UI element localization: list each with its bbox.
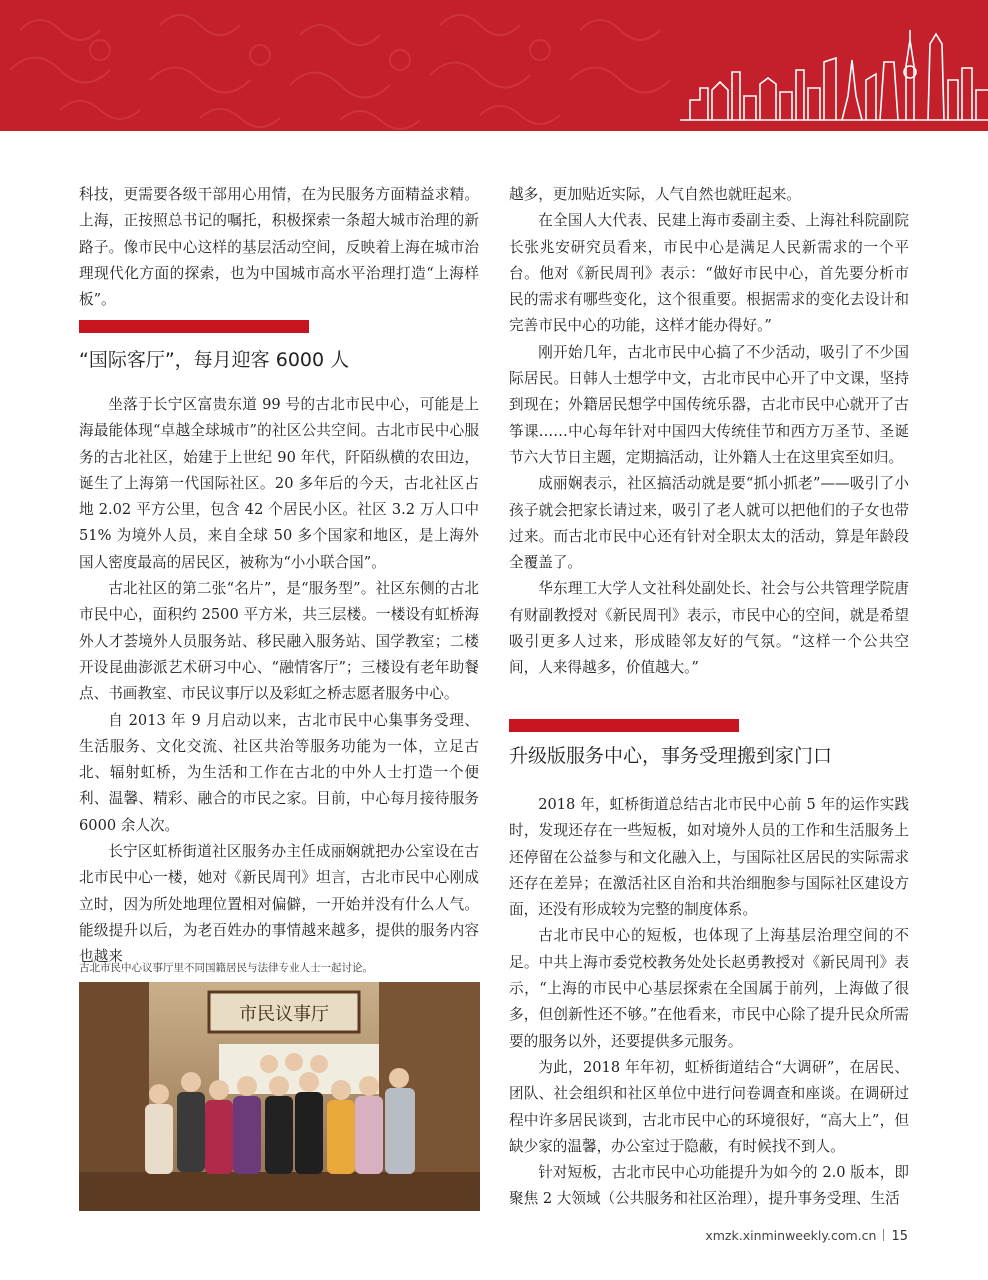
photo-caption: 古北市民中心议事厅里不同国籍居民与法律专业人士一起讨论。 (79, 962, 373, 974)
section-divider-bar (509, 719, 739, 732)
group-photo-icon (79, 982, 480, 1211)
body-paragraph: 古北社区的第二张“名片”，是“服务型”。社区东侧的古北市民中心，面积约 2500 平方米，共三层楼。一楼设有虹桥海外人才荟境外人员服务站、移民融入服务站、国学教室；二楼开设昆曲澎派艺术研习中心、“融情客厅”；三楼设有老年助餐点、书画教室、市民议事厅以及彩虹之桥志愿者服务中心。 (79, 580, 479, 703)
body-paragraph: 越多，更加贴近实际，人气自然也就旺起来。 (509, 186, 801, 203)
right-column-body (509, 792, 909, 1213)
section-divider-bar (79, 320, 309, 333)
photo-sign-text: 市民议事厅 (239, 1004, 329, 1025)
body-paragraph: 成丽娴表示，社区搞活动就是要“抓小抓老”——吸引了小孩子就会把家长请过来，吸引了老人就可以把他们的子女也带过来。而古北市民中心还有针对全职太太的活动，算是年龄段全覆盖了。 (509, 475, 909, 572)
meeting-photo (79, 982, 480, 1211)
page-footer (705, 1228, 908, 1244)
page-number: 15 (891, 1229, 908, 1244)
body-paragraph: 华东理工大学人文社科处副处长、社会与公共管理学院唐有财副教授对《新民周刊》表示，市民中心的空间，就是希望吸引更多人过来，形成睦邻友好的气氛。“这样一个公共空间，人来得越多，价值越大。” (509, 580, 909, 677)
body-paragraph: 自 2013 年 9 月启动以来，古北市民中心集事务受理、生活服务、文化交流、社区共治等服务功能为一体，立足古北、辐射虹桥，为生活和工作在古北的中外人士打造一个便利、温馨、精彩、融合的市民之家。目前，中心每月接待服务 6000 余人次。 (79, 711, 479, 834)
body-paragraph: 2018 年，虹桥街道总结古北市民中心前 5 年的运作实践时，发现还存在一些短板，如对境外人员的工作和生活服务上还停留在公益参与和文化融入上，与国际社区居民的实际需求还存在差异；在激活社区自治和共治细胞参与国际社区建设方面，还没有形成较为完整的制度体系。 (509, 796, 909, 919)
header-banner (0, 0, 988, 131)
intro-paragraph: 科技，更需要各级干部用心用情，在为民服务方面精益求精。上海，正按照总书记的嘱托，积极探索一条超大城市治理的新路子。像市民中心这样的基层活动空间，反映着上海在城市治理现代化方面的探索，也为中国城市高水平治理打造“上海样板”。 (79, 186, 479, 309)
body-paragraph: 长宁区虹桥街道社区服务办主任成丽娴就把办公室设在古北市民中心一楼，她对《新民周刊》坦言，古北市民中心刚成立时，因为所处地理位置相对偏僻，一开始并没有什么人气。能级提升以后，为老百姓办的事情越来越多，提供的服务内容也越来 (79, 843, 479, 966)
body-paragraph: 针对短板，古北市民中心功能提升为如今的 2.0 版本，即聚焦 2 大领域（公共服务和社区治理），提升事务受理、生活 (509, 1164, 909, 1208)
body-paragraph: 在全国人大代表、民建上海市委副主委、上海社科院副院长张兆安研究员看来，市民中心是满足人民新需求的一个平台。他对《新民周刊》表示：“做好市民中心，首先要分析市民的需求有哪些变化，这个很重要。根据需求的变化去设计和完善市民中心的功能，这样才能办得好。” (509, 212, 909, 335)
left-column (79, 182, 479, 313)
left-column-body (79, 392, 479, 971)
footer-divider (883, 1229, 884, 1241)
right-column (509, 182, 909, 682)
body-paragraph: 刚开始几年，古北市民中心搞了不少活动，吸引了不少国际居民。日韩人士想学中文，古北市民中心开了中文课，坚持到现在；外籍居民想学中国传统乐器，古北市民中心就开了古筝课……中心每年针对中国四大传统佳节和西方万圣节、圣诞节六大节日主题，定期搞活动，让外籍人士在这里宾至如归。 (509, 343, 909, 466)
footer-url: xmzk.xinminweekly.com.cn (705, 1228, 877, 1243)
section-title: “国际客厅”，每月迎客 6000 人 (79, 349, 350, 371)
body-paragraph: 坐落于长宁区富贵东道 99 号的古北市民中心，可能是上海最能体现“卓越全球城市”的社区公共空间。古北市民中心服务的古北社区，始建于上世纪 90 年代，阡陌纵横的农田边，诞生了上海第一代国际社区。20 多年后的今天，古北社区占地 2.02 平方公里，包含 42 个居民小区。社区 3.2 万人口中 51% 为境外人员，来自全球 50 多个国家和地区，是上海外国人密度最高的居民区，被称为“小小联合国”。 (79, 396, 479, 571)
city-skyline-icon (0, 0, 988, 131)
section-title: 升级版服务中心，事务受理搬到家门口 (509, 745, 833, 767)
body-paragraph: 为此，2018 年年初，虹桥街道结合“大调研”，在居民、团队、社会组织和社区单位中进行问卷调查和座谈。在调研过程中许多居民谈到，古北市民中心的环境很好，“高大上”，但缺少家的温馨，办公室过于隐蔽，有时候找不到人。 (509, 1058, 909, 1155)
body-paragraph: 古北市民中心的短板，也体现了上海基层治理空间的不足。中共上海市委党校教务处处长赵勇教授对《新民周刊》表示，“上海的市民中心基层探索在全国属于前列，上海做了很多，但创新性还不够。”在他看来，市民中心除了提升民众所需要的服务以外，还要提供多元服务。 (509, 927, 909, 1050)
